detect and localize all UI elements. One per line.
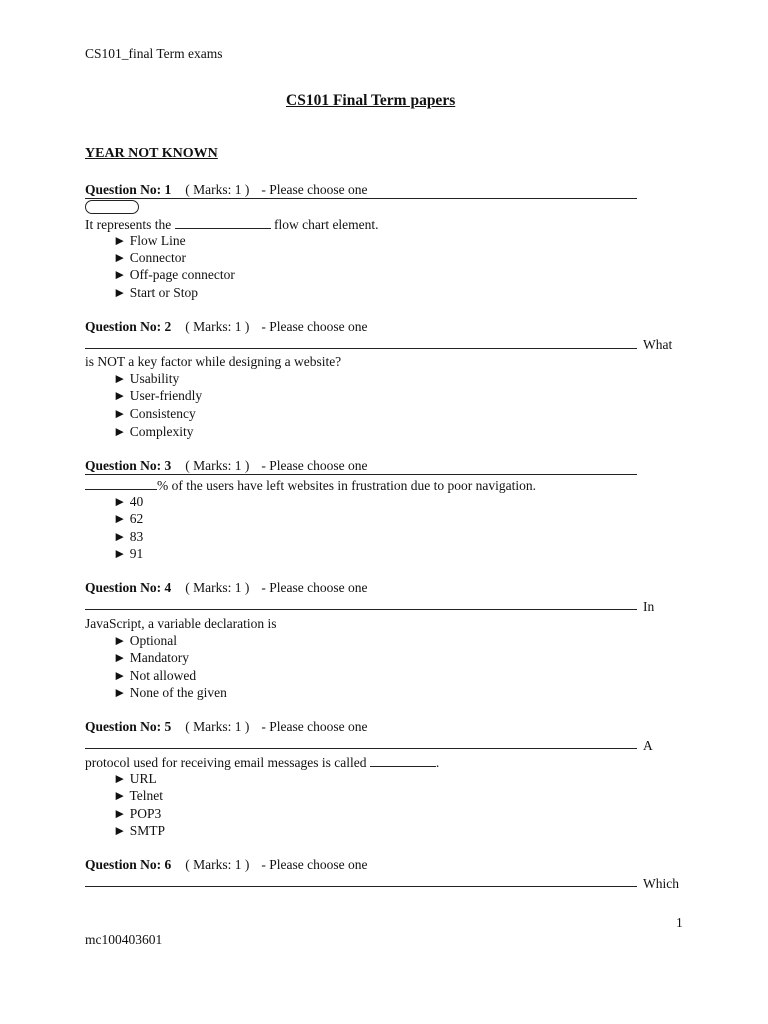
marks-label: ( Marks: 1 ) <box>185 719 250 734</box>
question-label: Question No: 1 <box>85 182 172 197</box>
marks-label: ( Marks: 1 ) <box>185 857 250 872</box>
question-text <box>85 477 536 494</box>
answer-oval[interactable] <box>85 200 139 214</box>
question-header <box>85 719 367 735</box>
separator-line <box>85 474 637 475</box>
separator-line <box>85 609 637 610</box>
question-label: Question No: 3 <box>85 458 172 473</box>
question-text-part: protocol used for receiving email messages is called <box>85 755 367 770</box>
question-label: Question No: 2 <box>85 319 172 334</box>
answer-option[interactable]: ► Connector <box>113 250 186 265</box>
question-text <box>85 754 439 771</box>
answer-option[interactable]: ► Complexity <box>113 424 194 439</box>
separator-line <box>85 886 637 887</box>
choose-instruction: - Please choose one <box>261 719 368 734</box>
question-text-part: flow chart element. <box>273 217 379 232</box>
question-text-lead: A <box>643 738 653 753</box>
question-text-lead: Which <box>643 876 679 891</box>
question-text <box>85 216 379 233</box>
fill-blank <box>85 477 157 490</box>
marks-label: ( Marks: 1 ) <box>185 319 250 334</box>
question-label: Question No: 6 <box>85 857 172 872</box>
document-title: CS101 Final Term papers <box>286 92 456 109</box>
answer-option[interactable]: ► 40 <box>113 494 144 509</box>
question-text: JavaScript, a variable declaration is <box>85 616 277 631</box>
choose-instruction: - Please choose one <box>261 182 368 197</box>
question-header <box>85 182 367 198</box>
answer-option[interactable]: ► Mandatory <box>113 650 189 665</box>
choose-instruction: - Please choose one <box>261 580 368 595</box>
question-label: Question No: 5 <box>85 719 172 734</box>
answer-option[interactable]: ► 62 <box>113 511 144 526</box>
question-text-part: . <box>435 755 440 770</box>
marks-label: ( Marks: 1 ) <box>185 182 250 197</box>
answer-option[interactable]: ► Flow Line <box>113 233 186 248</box>
marks-label: ( Marks: 1 ) <box>185 458 250 473</box>
answer-option[interactable]: ► User-friendly <box>113 388 203 403</box>
separator-line <box>85 748 637 749</box>
question-header <box>85 458 367 474</box>
choose-instruction: - Please choose one <box>261 857 368 872</box>
answer-option[interactable]: ► POP3 <box>113 806 162 821</box>
fill-blank <box>175 216 271 229</box>
section-heading: YEAR NOT KNOWN <box>85 146 218 161</box>
choose-instruction: - Please choose one <box>261 458 368 473</box>
answer-option[interactable]: ► Start or Stop <box>113 285 198 300</box>
separator-line <box>85 198 637 199</box>
fill-blank <box>370 754 436 767</box>
answer-option[interactable]: ► 91 <box>113 546 144 561</box>
answer-option[interactable]: ► None of the given <box>113 685 227 700</box>
answer-option[interactable]: ► Off-page connector <box>113 267 235 282</box>
footer-id: mc100403601 <box>85 932 163 947</box>
separator-line <box>85 348 637 349</box>
answer-option[interactable]: ► URL <box>113 771 157 786</box>
question-label: Question No: 4 <box>85 580 172 595</box>
question-header <box>85 319 367 335</box>
choose-instruction: - Please choose one <box>261 319 368 334</box>
answer-option[interactable]: ► Telnet <box>113 788 164 803</box>
running-header: CS101_final Term exams <box>85 46 223 61</box>
marks-label: ( Marks: 1 ) <box>185 580 250 595</box>
answer-option[interactable]: ► Not allowed <box>113 668 197 683</box>
answer-option[interactable]: ► 83 <box>113 529 144 544</box>
question-header <box>85 857 367 873</box>
answer-option[interactable]: ► Optional <box>113 633 177 648</box>
question-text-part: % of the users have left websites in frustration due to poor navigation. <box>157 478 537 493</box>
question-text-part: It represents the <box>85 217 172 232</box>
answer-option[interactable]: ► Usability <box>113 371 180 386</box>
question-text: is NOT a key factor while designing a website? <box>85 354 342 369</box>
question-header <box>85 580 367 596</box>
page-number: 1 <box>676 915 683 930</box>
question-text-lead: In <box>643 599 655 614</box>
answer-option[interactable]: ► SMTP <box>113 823 166 838</box>
question-text-lead: What <box>643 337 673 352</box>
answer-option[interactable]: ► Consistency <box>113 406 196 421</box>
